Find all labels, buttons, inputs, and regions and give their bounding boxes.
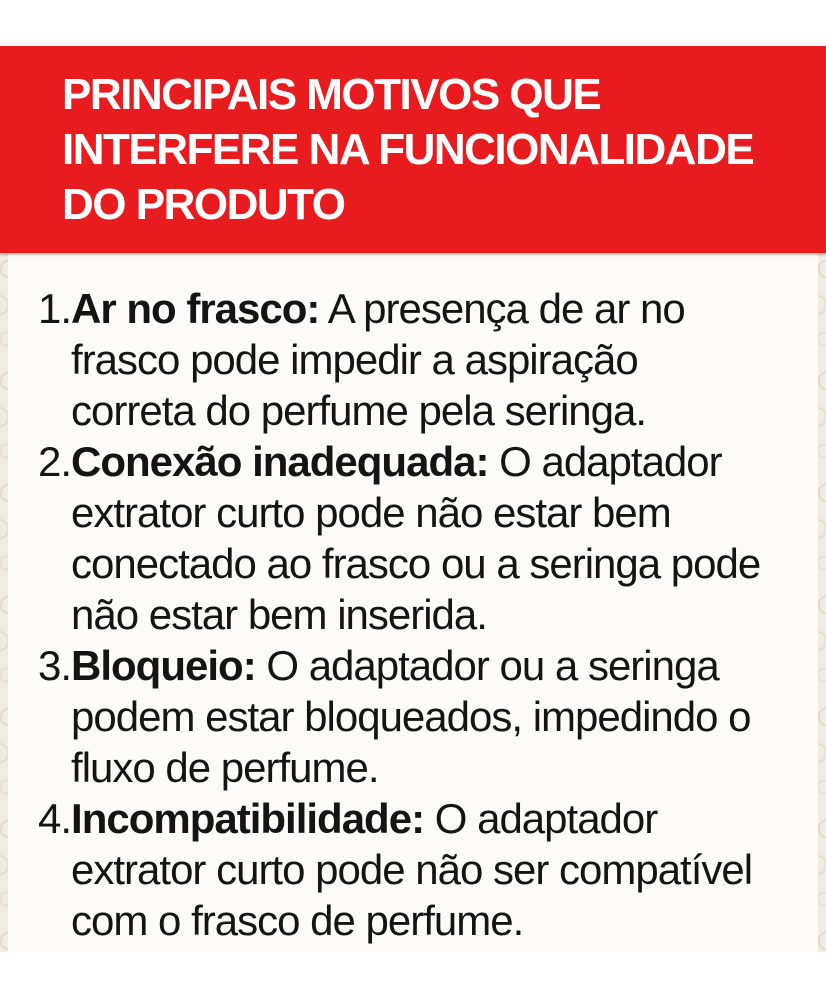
list-item-line	[71, 640, 804, 691]
list-item-title: Bloqueio	[71, 642, 243, 689]
list-item-number: 1.	[38, 285, 72, 332]
list-item	[38, 640, 804, 793]
list-item-line: extrator curto pode não ser compatível	[71, 846, 753, 893]
list-item-separator: :	[411, 795, 425, 842]
list-item-line: correta do perfume pela seringa.	[71, 387, 647, 434]
list-item-separator: :	[306, 285, 320, 332]
list-item-line: não estar bem inserida.	[71, 591, 487, 638]
content-area	[0, 253, 826, 952]
list-item-text: O adaptador ou a seringa	[255, 642, 719, 689]
banner-title-line-1: PRINCIPAIS MOTIVOS QUE	[62, 70, 601, 119]
list-item-line: extrator curto pode não estar bem	[71, 489, 671, 536]
list-item-line: podem estar bloqueados, impedindo o	[71, 693, 751, 740]
list-item-title: Conexão inadequada	[71, 438, 476, 485]
banner-title-line-3: DO PRODUTO	[62, 180, 345, 229]
list-item-line	[71, 436, 804, 487]
list-item-number: 3.	[38, 642, 72, 689]
list-item	[38, 436, 804, 640]
list-item-line	[71, 793, 804, 844]
header-banner	[0, 46, 826, 253]
list-item-number: 2.	[38, 438, 72, 485]
list-item-text: A presença de ar no	[319, 285, 685, 332]
list-item-text: O adaptador	[488, 438, 722, 485]
list-item	[38, 283, 804, 436]
list-item-number: 4.	[38, 795, 72, 842]
list-item-line: frasco pode impedir a aspiração	[71, 336, 638, 383]
list-item-text: O adaptador	[424, 795, 658, 842]
left-margin-pattern	[0, 253, 8, 952]
list-item-line: conectado ao frasco ou a seringa pode	[71, 540, 761, 587]
list-item-separator: :	[475, 438, 489, 485]
banner-title-line-2: INTERFERE NA FUNCIONALIDADE	[62, 125, 754, 174]
bottom-white-strip	[0, 952, 826, 1000]
top-white-strip	[0, 0, 826, 46]
list-item-separator: :	[242, 642, 256, 689]
list-item-line: com o frasco de perfume.	[71, 897, 524, 944]
list-item-line	[71, 283, 804, 334]
list-item-title: Ar no frasco	[71, 285, 307, 332]
reasons-list	[8, 253, 818, 952]
right-margin-pattern	[818, 253, 826, 952]
list-item-line: fluxo de perfume.	[71, 744, 379, 791]
list-item	[38, 793, 804, 946]
list-item-title: Incompatibilidade	[71, 795, 412, 842]
